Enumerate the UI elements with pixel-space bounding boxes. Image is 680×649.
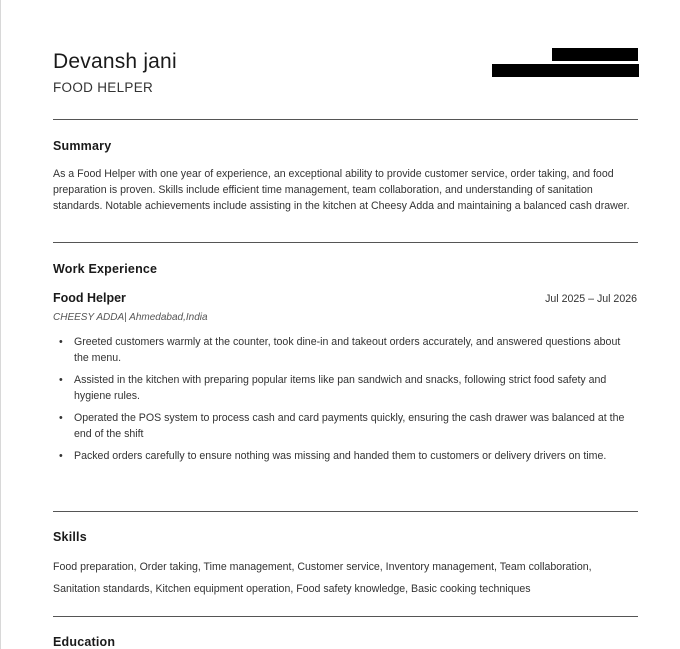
job-company-line <box>53 312 208 323</box>
divider-skills <box>53 616 638 617</box>
redacted-contact-line-2 <box>492 64 639 77</box>
candidate-job-title: FOOD HELPER <box>53 80 154 95</box>
bullet-icon: • <box>59 336 63 348</box>
divider-experience <box>53 511 638 512</box>
job-bullet-list <box>53 334 633 470</box>
bullet-icon: • <box>59 450 63 462</box>
divider-summary <box>53 242 638 243</box>
skills-heading: Skills <box>53 530 87 544</box>
summary-text: As a Food Helper with one year of experience, an exceptional ability to provide customer service, order taking, and food preparation is proven. Skills include efficient time management, team collaboration, and understanding of sanitation standards. Notable achievements include assisting in the kitchen at Cheesy Adda and maintaining a balanced cash drawer. <box>53 168 630 212</box>
bullet-text: Assisted in the kitchen with preparing popular items like pan sandwich and snacks, following strict food safety and hygiene rules. <box>74 374 607 402</box>
bullet-text: Operated the POS system to process cash and card payments quickly, ensuring the cash drawer was balanced at the end of the shift <box>74 412 625 440</box>
divider-header <box>53 119 638 120</box>
education-heading: Education <box>53 635 116 649</box>
job-title: Food Helper <box>53 291 126 305</box>
work-experience-heading: Work Experience <box>53 262 158 276</box>
list-item <box>53 372 633 404</box>
job-dates: Jul 2025 – Jul 2026 <box>545 293 637 305</box>
bullet-text: Greeted customers warmly at the counter, took dine-in and takeout orders accurately, and answered questions about the menu. <box>74 336 621 364</box>
list-item <box>53 448 633 464</box>
job-company: CHEESY ADDA <box>53 312 125 323</box>
bullet-text: Packed orders carefully to ensure nothing was missing and handed them to customers or delivery drivers on time. <box>74 450 607 462</box>
bullet-icon: • <box>59 374 63 386</box>
bullet-icon: • <box>59 412 63 424</box>
summary-heading: Summary <box>53 139 112 153</box>
redacted-contact-line-1 <box>552 48 638 61</box>
job-location: | Ahmedabad,India <box>124 312 208 323</box>
list-item <box>53 410 633 442</box>
list-item <box>53 334 633 366</box>
skills-text: Food preparation, Order taking, Time management, Customer service, Inventory management, Team collaboration, Sanitation standards, Kitchen equipment operation, Food safety knowledge, Basic cooking techniques <box>53 561 592 595</box>
candidate-name: Devansh jani <box>53 50 177 73</box>
